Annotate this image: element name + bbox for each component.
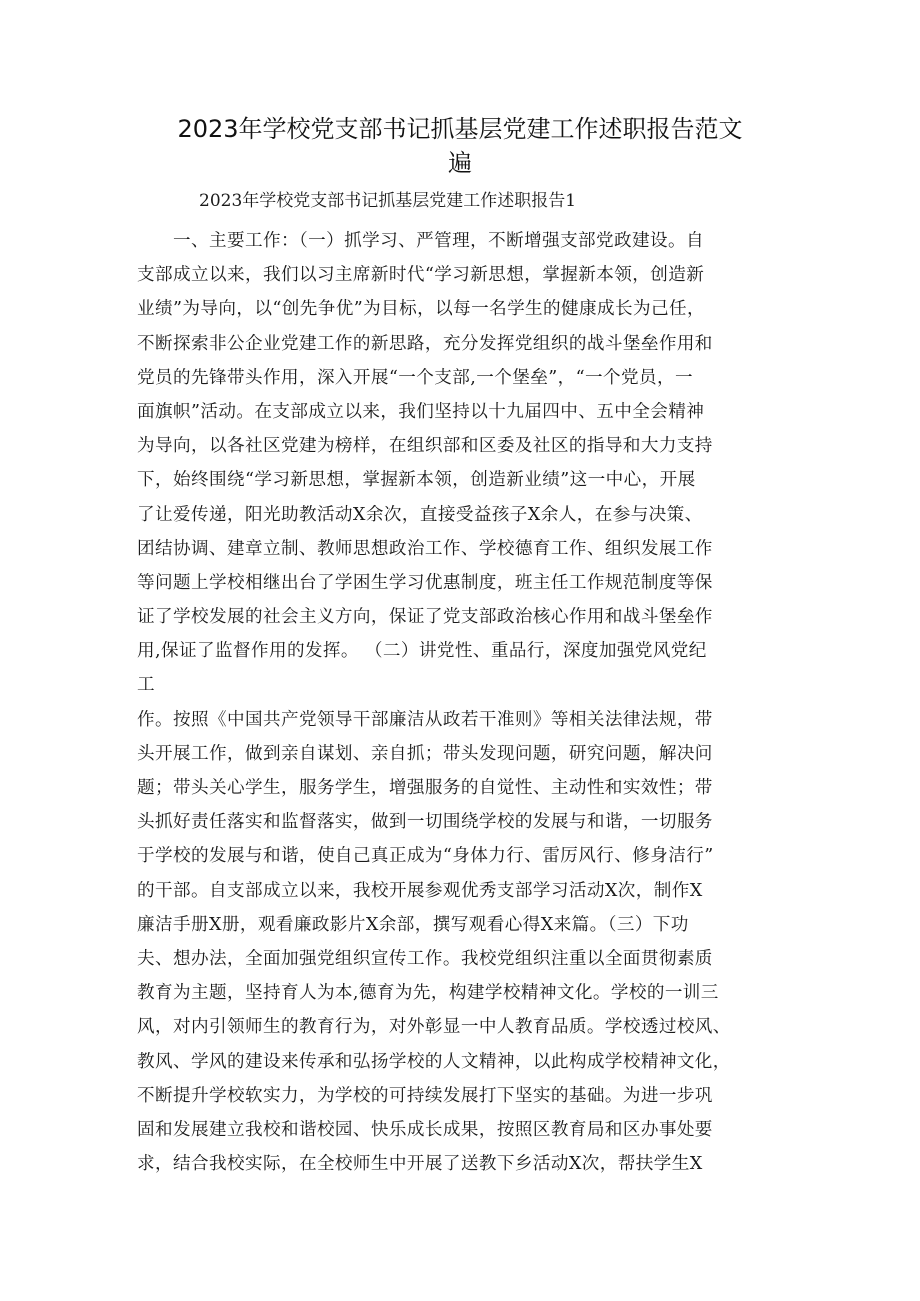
body-line: 头开展工作，做到亲自谋划、亲自抓；带头发现问题，研究问题，解决问 — [137, 743, 713, 764]
document-title-line-2: 遍 — [448, 149, 472, 177]
body-line: 求，结合我校实际，在全校师生中开展了送教下乡活动X次，帮扶学生X — [137, 1154, 703, 1175]
report-subtitle: 2023年学校党支部书记抓基层党建工作述职报告1 — [199, 191, 577, 211]
body-line: 夫、想办法，全面加强党组织宣传工作。我校党组织注重以全面贯彻素质 — [137, 948, 713, 969]
body-line: 于学校的发展与和谐，使自己真正成为“身体力行、雷厉风行、修身洁行” — [137, 846, 714, 867]
body-line: 了让爱传递，阳光助教活动X余次，直接受益孩子X余人，在参与决策、 — [137, 504, 703, 525]
body-line: 的干部。自支部成立以来，我校开展参观优秀支部学习活动X次，制作X — [137, 880, 703, 901]
body-line: 团结协调、建章立制、教师思想政治工作、学校德育工作、组织发展工作 — [137, 538, 713, 559]
body-line: 一、主要工作：（一）抓学习、严管理，不断增强支部党政建设。自 — [173, 231, 705, 251]
document-title-line-1: 2023年学校党支部书记抓基层党建工作述职报告范文 — [177, 115, 743, 143]
body-line: 教风、学风的建设来传承和弘扬学校的人文精神，以此构成学校精神文化， — [137, 1051, 731, 1072]
body-text — [137, 224, 797, 1181]
body-line: 不断探索非公企业党建工作的新思路，充分发挥党组织的战斗堡垒作用和 — [137, 333, 713, 354]
body-line: 党员的先锋带头作用，深入开展“一个支部,一个堡垒”，“一个党员，一 — [137, 367, 693, 388]
body-line: 用,保证了监督作用的发挥。 （二）讲党性、重品行，深度加强党风党纪 — [137, 641, 707, 662]
body-line: 风，对内引领师生的教育行为，对外彰显一中人教育品质。学校透过校风、 — [137, 1017, 731, 1038]
body-line: 头抓好责任落实和监督落实，做到一切围绕学校的发展与和谐，一切服务 — [137, 812, 713, 833]
body-line: 证了学校发展的社会主义方向，保证了党支部政治核心作用和战斗堡垒作 — [137, 607, 713, 628]
document-title — [130, 112, 790, 180]
body-line: 支部成立以来，我们以习主席新时代“学习新思想，掌握新本领，创造新 — [137, 265, 705, 286]
body-line: 题；带头关心学生，服务学生，增强服务的自觉性、主动性和实效性；带 — [137, 778, 713, 798]
body-line: 工 — [137, 675, 155, 696]
body-line: 下，始终围绕“学习新思想，掌握新本领，创造新业绩”这一中心，开展 — [137, 470, 696, 491]
body-line: 面旗帜”活动。在支部成立以来，我们坚持以十九届四中、五中全会精神 — [137, 401, 705, 422]
body-line: 业绩”为导向，以“创先争优”为目标，以每一名学生的健康成长为己任， — [137, 299, 705, 320]
body-line: 作。按照《中国共产党领导干部廉洁从政若干准则》等相关法律法规，带 — [137, 709, 713, 730]
body-line: 教育为主题，坚持育人为本,德育为先，构建学校精神文化。学校的一训三 — [137, 983, 719, 1004]
body-line: 等问题上学校相继出台了学困生学习优惠制度，班主任工作规范制度等保 — [137, 572, 713, 593]
body-line: 固和发展建立我校和谐校园、快乐成长成果，按照区教育局和区办事处要 — [137, 1119, 713, 1140]
body-line: 为导向，以各社区党建为榜样，在组织部和区委及社区的指导和大力支持 — [137, 436, 713, 457]
body-line: 不断提升学校软实力，为学校的可持续发展打下坚实的基础。为进一步巩 — [137, 1085, 713, 1106]
body-line: 廉洁手册X册，观看廉政影片X余部，撰写观看心得X来篇。（三）下功 — [137, 914, 689, 935]
